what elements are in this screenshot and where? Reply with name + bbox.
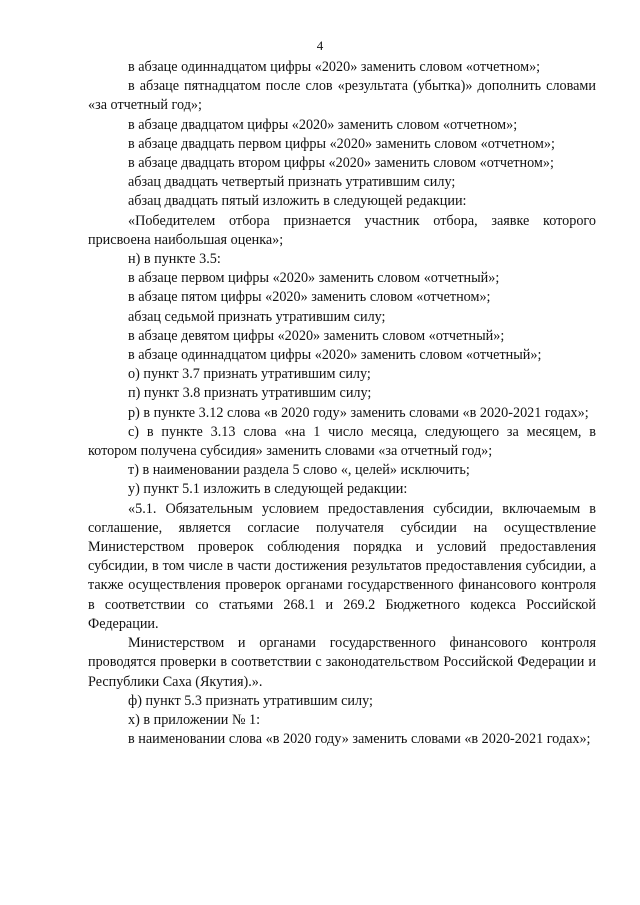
paragraph: абзац седьмой признать утратившим силу; (128, 308, 386, 325)
paragraph: в абзаце двадцать первом цифры «2020» заменить словом «отчетном»; (128, 135, 555, 152)
paragraph: «Победителем отбора признается участник отбора, заявке которого присвоена наибольшая оценка»; (88, 212, 596, 248)
paragraph: абзац двадцать четвертый признать утратившим силу; (128, 174, 456, 191)
document-body (88, 58, 596, 749)
paragraph: в абзаце двадцатом цифры «2020» заменить словом «отчетном»; (128, 116, 518, 133)
paragraph: абзац двадцать пятый изложить в следующей редакции: (128, 193, 467, 210)
paragraph: в абзаце одиннадцатом цифры «2020» заменить словом «отчетном»; (128, 59, 541, 75)
paragraph: т) в наименовании раздела 5 слово «, целей» исключить; (128, 462, 470, 479)
paragraph: «5.1. Обязательным условием предоставления субсидии, включаемым в соглашение, является согласие получателя субсидии на осуществление Министерством проверок соблюдения порядка и условий предоставления субсидии, в том числе в части достижения результатов предоставления субсидии, а также осуществления проверок органами государственного финансового контроля в соответствии со статьями 268.1 и 269.2 Бюджетного кодекса Российской Федерации. (88, 500, 596, 632)
paragraph: п) пункт 3.8 признать утратившим силу; (128, 385, 372, 402)
paragraph: в абзаце пятнадцатом после слов «результата (убытка)» дополнить словами «за отчетный год»; (88, 78, 596, 114)
paragraph: в наименовании слова «в 2020 году» заменить словами «в 2020-2021 годах»; (128, 731, 591, 748)
paragraph: о) пункт 3.7 признать утратившим силу; (128, 366, 371, 383)
paragraph: с) в пункте 3.13 слова «на 1 число месяца, следующего за месяцем, в котором получена субсидия» заменить словами «за отчетный год»; (88, 423, 596, 460)
paragraph: в абзаце девятом цифры «2020» заменить словом «отчетный»; (128, 327, 505, 344)
paragraph: в абзаце одиннадцатом цифры «2020» заменить словом «отчетный»; (128, 347, 542, 364)
paragraph: в абзаце двадцать втором цифры «2020» заменить словом «отчетном»; (128, 155, 554, 172)
paragraph: у) пункт 5.1 изложить в следующей редакции: (128, 481, 408, 498)
paragraph: в абзаце пятом цифры «2020» заменить словом «отчетном»; (128, 289, 491, 306)
paragraph: в абзаце первом цифры «2020» заменить словом «отчетный»; (128, 270, 500, 287)
paragraph: ф) пункт 5.3 признать утратившим силу; (128, 692, 373, 709)
page-number: 4 (316, 38, 324, 53)
paragraph: х) в приложении № 1: (128, 711, 261, 728)
paragraph: Министерством и органами государственного финансового контроля проводятся проверки в соответствии с законодательством Российской Федерации и Республики Саха (Якутия).». (88, 635, 596, 690)
paragraph: н) в пункте 3.5: (128, 251, 221, 268)
paragraph: р) в пункте 3.12 слова «в 2020 году» заменить словами «в 2020-2021 годах»; (128, 404, 589, 421)
